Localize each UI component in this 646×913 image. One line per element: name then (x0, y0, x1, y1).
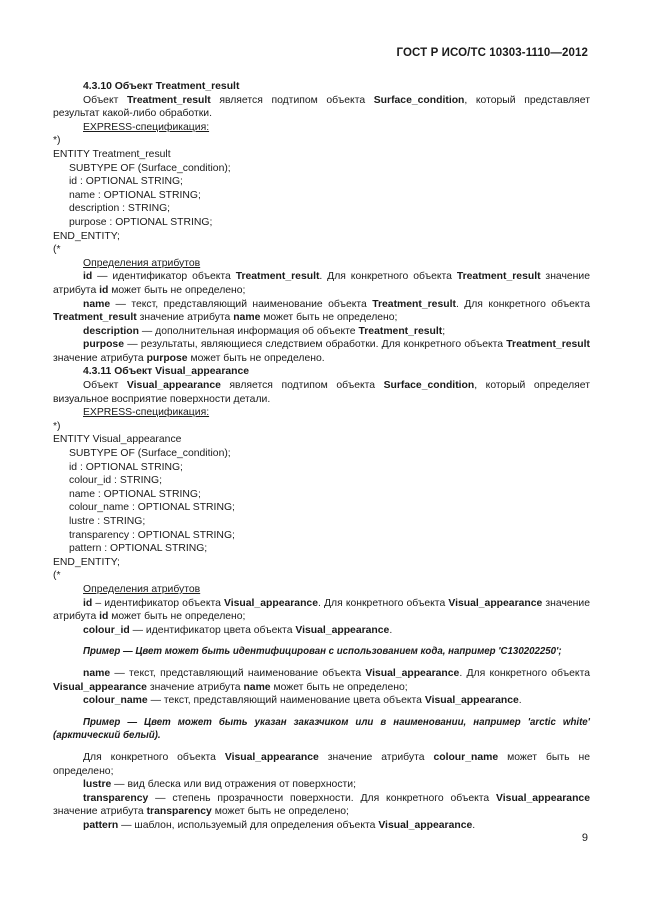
code-line: ENTITY Treatment_result (53, 148, 171, 160)
attribute-lustre: lustre — вид блеска или вид отражения от поверхности; (83, 779, 356, 791)
attribute-pattern: pattern — шаблон, используемый для определения объекта Visual_appearance. (83, 819, 476, 831)
code-line: END_ENTITY; (53, 230, 120, 242)
section-intro: Объект Treatment_result является подтипом объекта Surface_condition, который представляет результат какой-либо обработки. (53, 94, 590, 120)
code-line: SUBTYPE OF (Surface_condition); (69, 448, 231, 460)
section-heading: 4.3.10 Объект Treatment_result (83, 81, 240, 92)
code-line: ENTITY Visual_appearance (53, 434, 182, 446)
code-line: description : STRING; (69, 203, 171, 215)
attributes-label: Определения атрибутов (83, 257, 201, 269)
section-heading: 4.3.11 Объект Visual_appearance (83, 366, 250, 378)
express-label: EXPRESS-спецификация: (83, 407, 210, 419)
attribute-name: name — текст, представляющий наименование объекта Visual_appearance. Для конкретного объекта Visual_appearance значение атрибута name может быть не определено; (53, 667, 590, 693)
code-line: id : OPTIONAL STRING; (69, 461, 183, 473)
attribute-colour-id: colour_id — идентификатор цвета объекта Visual_appearance. (83, 624, 393, 636)
code-line: SUBTYPE OF (Surface_condition); (69, 162, 231, 174)
code-line: END_ENTITY; (53, 556, 120, 568)
attribute-transparency: transparency — степень прозрачности поверхности. Для конкретного объекта Visual_appearance значение атрибута transparency может быть не определено; (53, 792, 590, 818)
attribute-id: id — идентификатор объекта Treatment_result. Для конкретного объекта Treatment_result значение атрибута id может быть не определено; (53, 271, 590, 296)
attribute-purpose: purpose — результаты, являющиеся следствием обработки. Для конкретного объекта Treatment_result значение атрибута purpose может быть не определено. (53, 339, 590, 364)
page-number: 9 (581, 832, 588, 844)
page-body (53, 80, 590, 832)
example-note: Пример — Цвет может быть идентифицирован с использованием кода, например 'C130202250'; (83, 646, 562, 658)
attribute-name: name — текст, представляющий наименование объекта Treatment_result. Для конкретного объекта Treatment_result значение атрибута name может быть не определено; (53, 298, 591, 324)
code-line: pattern : OPTIONAL STRING; (69, 543, 208, 555)
code-line: colour_name : OPTIONAL STRING; (69, 502, 235, 514)
document-header: ГОСТ Р ИСО/ТС 10303-1110—2012 (396, 47, 588, 59)
attribute-id: id – идентификатор объекта Visual_appearance. Для конкретного объекта Visual_appearance значение атрибута id может быть не определено; (53, 597, 590, 623)
section-intro: Объект Visual_appearance является подтипом объекта Surface_condition, который определяет визуальное восприятие поверхности детали. (53, 380, 590, 405)
code-line: *) (53, 135, 61, 147)
code-line: lustre : STRING; (69, 516, 146, 527)
colour-name-note: Для конкретного объекта Visual_appearance значение атрибута colour_name может быть не определено; (53, 751, 590, 777)
code-line: name : OPTIONAL STRING; (69, 189, 201, 201)
code-line: colour_id : STRING; (69, 475, 162, 487)
code-line: (* (53, 244, 61, 256)
attribute-colour-name: colour_name — текст, представляющий наименование цвета объекта Visual_appearance. (83, 695, 522, 707)
code-line: *) (53, 420, 61, 432)
code-line: id : OPTIONAL STRING; (69, 176, 183, 188)
code-line: transparency : OPTIONAL STRING; (69, 529, 235, 541)
code-line: (* (53, 570, 61, 582)
example-note: Пример — Цвет может быть указан заказчиком или в наименовании, например 'arctic white' (арктический белый). (53, 716, 590, 742)
attribute-description: description — дополнительная информация об объекте Treatment_result; (83, 325, 446, 337)
express-label: EXPRESS-спецификация: (83, 121, 210, 133)
attributes-label: Определения атрибутов (83, 583, 201, 595)
code-line: purpose : OPTIONAL STRING; (69, 216, 213, 228)
code-line: name : OPTIONAL STRING; (69, 488, 201, 500)
